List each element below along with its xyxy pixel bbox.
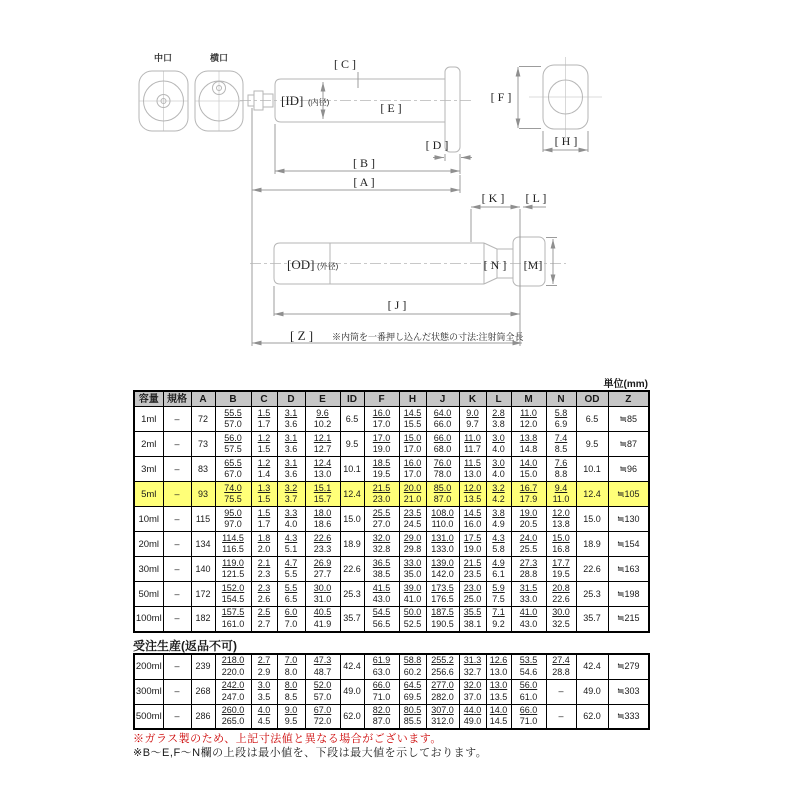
value-cell: 2.3 2.6 [251,582,277,607]
value-cell: ≒85 [608,407,649,432]
dim-label-f: [ F ] [490,90,512,104]
value-cell: ≒215 [608,607,649,632]
value-cell: 114.5 116.5 [215,532,251,557]
value-cell: 80.5 85.5 [399,704,426,729]
flange-dimensions [491,67,588,153]
value-cell: 3.0 3.5 [251,679,277,704]
column-header: H [399,391,426,407]
value-cell: 14.0 14.5 [486,704,511,729]
value-cell: – [546,704,576,729]
dim-label-c: [ C ] [334,57,356,71]
value-cell: 18.9 [340,532,364,557]
value-cell: 16.0 17.0 [364,407,399,432]
value-cell: 7.4 8.5 [546,432,576,457]
dim-label-a: [ A ] [353,175,375,189]
value-cell: 9.5 [576,432,608,457]
value-cell: 12.4 [576,482,608,507]
value-cell: 3.1 3.6 [277,407,305,432]
value-cell: 7.0 8.0 [277,654,305,679]
value-cell: 41.0 43.0 [511,607,546,632]
column-header: 容量 [134,391,163,407]
value-cell: 17.7 19.5 [546,557,576,582]
table-row [134,457,649,482]
value-cell: 21.5 23.0 [364,482,399,507]
table-row [134,482,649,507]
value-cell: 108.0 110.0 [426,507,459,532]
dim-label-m: [M] [523,258,543,272]
value-cell: – [163,654,191,679]
dim-label-n: [ N ] [483,258,507,272]
value-cell: 13.8 14.8 [511,432,546,457]
value-cell: 74.0 75.5 [215,482,251,507]
column-header: OD [576,391,608,407]
column-header: D [277,391,305,407]
value-cell: – [163,507,191,532]
capacity-cell: 3ml [134,457,163,482]
value-cell: ≒163 [608,557,649,582]
value-cell: 30.0 31.0 [305,582,340,607]
value-cell: 64.0 66.0 [426,407,459,432]
value-cell: 2.8 3.8 [486,407,511,432]
value-cell: 12.4 13.0 [305,457,340,482]
capacity-cell: 1ml [134,407,163,432]
column-header: K [459,391,486,407]
value-cell: 239 [191,654,215,679]
value-cell: 3.1 3.6 [277,457,305,482]
value-cell: 182 [191,607,215,632]
value-cell: 157.5 161.0 [215,607,251,632]
column-header: E [305,391,340,407]
value-cell: – [163,457,191,482]
value-cell: 95.0 97.0 [215,507,251,532]
value-cell: 11.0 12.0 [511,407,546,432]
value-cell: 41.5 43.0 [364,582,399,607]
value-cell: 9.6 10.2 [305,407,340,432]
value-cell: 3.1 3.6 [277,432,305,457]
value-cell: 9.5 [340,432,364,457]
dimension-table [133,390,650,633]
value-cell: 44.0 49.0 [459,704,486,729]
column-header: C [251,391,277,407]
value-cell: 5.8 6.9 [546,407,576,432]
column-header: J [426,391,459,407]
value-cell: 49.0 [340,679,364,704]
value-cell: 93 [191,482,215,507]
value-cell: 29.0 29.8 [399,532,426,557]
value-cell: 15.0 [576,507,608,532]
value-cell: 49.0 [576,679,608,704]
value-cell: 16.7 17.9 [511,482,546,507]
plunger-dimensions [252,191,557,346]
capacity-cell: 2ml [134,432,163,457]
value-cell: 17.0 19.0 [364,432,399,457]
value-cell: 12.0 13.8 [546,507,576,532]
value-cell: 152.0 154.5 [215,582,251,607]
capacity-cell: 20ml [134,532,163,557]
value-cell: 13.0 13.5 [486,679,511,704]
order-section-title: 受注生産(返品不可) [133,639,237,653]
table-row [134,679,649,704]
value-cell: 15.0 16.8 [546,532,576,557]
value-cell: ≒105 [608,482,649,507]
column-header: Z [608,391,649,407]
value-cell: 20.0 21.0 [399,482,426,507]
value-cell: 6.0 7.0 [277,607,305,632]
capacity-cell: 5ml [134,482,163,507]
value-cell: 56.0 61.0 [511,679,546,704]
table-header-row [134,391,649,407]
value-cell: 9.4 11.0 [546,482,576,507]
value-cell: 1.5 1.7 [251,407,277,432]
value-cell: 56.0 57.5 [215,432,251,457]
unit-label: 単位(mm) [603,379,648,390]
value-cell: 119.0 121.5 [215,557,251,582]
value-cell: 17.5 19.0 [459,532,486,557]
value-cell: 1.5 1.7 [251,507,277,532]
column-header: F [364,391,399,407]
value-cell: 140 [191,557,215,582]
value-cell: 134 [191,532,215,557]
value-cell: 260.0 265.0 [215,704,251,729]
value-cell: 6.5 [576,407,608,432]
value-cell: 25.3 [576,582,608,607]
dim-label-od: [OD] [287,257,315,272]
value-cell: 18.0 18.6 [305,507,340,532]
value-cell: 307.0 312.0 [426,704,459,729]
value-cell: 53.5 54.6 [511,654,546,679]
value-cell: 2.1 2.3 [251,557,277,582]
value-cell: 277.0 282.0 [426,679,459,704]
value-cell: – [163,679,191,704]
column-header: M [511,391,546,407]
value-cell: – [163,557,191,582]
value-cell: 30.0 32.5 [546,607,576,632]
dim-label-l: [ L ] [525,191,547,205]
side-mouth-label: 横口 [209,53,229,63]
value-cell: 2.7 2.9 [251,654,277,679]
dim-label-id-note: (内径) [308,98,330,107]
value-cell: 1.3 1.5 [251,482,277,507]
value-cell: 50.0 52.5 [399,607,426,632]
value-cell: 4.3 5.8 [486,532,511,557]
value-cell: 15.0 17.0 [399,432,426,457]
value-cell: 3.0 4.0 [486,457,511,482]
value-cell: 11.5 13.0 [459,457,486,482]
value-cell: 131.0 133.0 [426,532,459,557]
value-cell: 3.2 4.2 [486,482,511,507]
dim-label-od-note: (外径) [317,262,339,271]
value-cell: 65.5 67.0 [215,457,251,482]
capacity-cell: 300ml [134,679,163,704]
value-cell: ≒96 [608,457,649,482]
value-cell: 4.7 5.5 [277,557,305,582]
dim-label-h: [ H ] [554,134,578,148]
value-cell: 172 [191,582,215,607]
value-cell: 218.0 220.0 [215,654,251,679]
capacity-cell: 100ml [134,607,163,632]
value-cell: – [163,582,191,607]
value-cell: 61.9 63.0 [364,654,399,679]
value-cell: 4.9 6.1 [486,557,511,582]
value-cell: 23.0 25.0 [459,582,486,607]
value-cell: 21.5 23.5 [459,557,486,582]
value-cell: 4.0 4.5 [251,704,277,729]
column-header: L [486,391,511,407]
value-cell: 1.2 1.5 [251,432,277,457]
value-cell: 286 [191,704,215,729]
order-dimension-table [133,653,650,730]
front-view-side-mouth [195,52,243,131]
value-cell: ≒303 [608,679,649,704]
capacity-cell: 10ml [134,507,163,532]
column-header: ID [340,391,364,407]
value-cell: 19.0 20.5 [511,507,546,532]
value-cell: 67.0 72.0 [305,704,340,729]
value-cell: 83 [191,457,215,482]
value-cell: 62.0 [340,704,364,729]
value-cell: ≒87 [608,432,649,457]
value-cell: – [546,679,576,704]
value-cell: 14.5 15.5 [399,407,426,432]
value-cell: 4.3 5.1 [277,532,305,557]
capacity-cell: 500ml [134,704,163,729]
column-header: B [215,391,251,407]
dim-label-z-note: ※内筒を一番押し込んだ状態の寸法:注射筒全長 [332,332,524,342]
capacity-cell: 50ml [134,582,163,607]
value-cell: 40.5 41.9 [305,607,340,632]
value-cell: 173.5 176.5 [426,582,459,607]
column-header: N [546,391,576,407]
value-cell: 35.7 [340,607,364,632]
column-header: 規格 [163,391,191,407]
value-cell: – [163,532,191,557]
table-row [134,407,649,432]
center-mouth-label: 中口 [153,53,173,63]
value-cell: 72 [191,407,215,432]
value-cell: 66.0 71.0 [511,704,546,729]
table-row [134,532,649,557]
value-cell: 6.5 [340,407,364,432]
column-header: A [191,391,215,407]
dim-label-j: [ J ] [387,298,407,312]
value-cell: 73 [191,432,215,457]
value-cell: 39.0 41.0 [399,582,426,607]
table-row [134,582,649,607]
value-cell: 55.5 57.0 [215,407,251,432]
dim-label-k: [ K ] [481,191,505,205]
value-cell: 18.9 [576,532,608,557]
value-cell: 16.0 17.0 [399,457,426,482]
value-cell: 42.4 [576,654,608,679]
value-cell: 26.9 27.7 [305,557,340,582]
dim-label-z: [ Z ] [290,328,314,343]
value-cell: 24.0 25.5 [511,532,546,557]
value-cell: 66.0 68.0 [426,432,459,457]
table-row [134,607,649,632]
value-cell: – [163,432,191,457]
value-cell: 12.4 [340,482,364,507]
value-cell: 23.5 24.5 [399,507,426,532]
value-cell: 7.6 8.8 [546,457,576,482]
value-cell: 32.0 37.0 [459,679,486,704]
table-row [134,654,649,679]
value-cell: 5.5 6.5 [277,582,305,607]
value-cell: 9.0 9.5 [277,704,305,729]
value-cell: 10.1 [340,457,364,482]
table-row [134,704,649,729]
value-cell: 36.5 38.5 [364,557,399,582]
value-cell: – [163,607,191,632]
value-cell: 22.6 23.3 [305,532,340,557]
value-cell: 242.0 247.0 [215,679,251,704]
table-row [134,557,649,582]
value-cell: 66.0 71.0 [364,679,399,704]
value-cell: 27.4 28.8 [546,654,576,679]
note-minmax: ※B～E,F～N欄の上段は最小値を、下段は最大値を示しております。 [133,747,488,759]
value-cell: 33.0 35.0 [399,557,426,582]
table-row [134,432,649,457]
value-cell: 3.8 4.9 [486,507,511,532]
value-cell: 82.0 87.0 [364,704,399,729]
front-view-center-mouth [139,52,188,131]
value-cell: 22.6 [576,557,608,582]
value-cell: 64.5 69.5 [399,679,426,704]
value-cell: ≒154 [608,532,649,557]
value-cell: 25.5 27.0 [364,507,399,532]
value-cell: 8.0 8.5 [277,679,305,704]
value-cell: 187.5 190.5 [426,607,459,632]
value-cell: 5.9 7.5 [486,582,511,607]
value-cell: 35.7 [576,607,608,632]
value-cell: – [163,482,191,507]
value-cell: 47.3 48.7 [305,654,340,679]
value-cell: 11.0 11.7 [459,432,486,457]
value-cell: 9.0 9.7 [459,407,486,432]
value-cell: 27.3 28.8 [511,557,546,582]
value-cell: ≒130 [608,507,649,532]
dim-label-e: [ E ] [380,101,402,115]
value-cell: 115 [191,507,215,532]
value-cell: 255.2 256.6 [426,654,459,679]
value-cell: 12.1 12.7 [305,432,340,457]
value-cell: 3.0 4.0 [486,432,511,457]
value-cell: 139.0 142.0 [426,557,459,582]
value-cell: 10.1 [576,457,608,482]
value-cell: 2.5 2.7 [251,607,277,632]
syringe-diagram [0,0,800,360]
value-cell: 7.1 9.2 [486,607,511,632]
value-cell: 54.5 56.5 [364,607,399,632]
value-cell: 3.2 3.7 [277,482,305,507]
value-cell: 62.0 [576,704,608,729]
value-cell: 31.5 33.0 [511,582,546,607]
value-cell: 268 [191,679,215,704]
value-cell: – [163,407,191,432]
dim-label-b: [ B ] [353,156,375,170]
capacity-cell: 200ml [134,654,163,679]
value-cell: 76.0 78.0 [426,457,459,482]
value-cell: 85.0 87.0 [426,482,459,507]
value-cell: 15.1 15.7 [305,482,340,507]
value-cell: ≒279 [608,654,649,679]
value-cell: 25.3 [340,582,364,607]
capacity-cell: 30ml [134,557,163,582]
value-cell: 35.5 38.1 [459,607,486,632]
value-cell: – [163,704,191,729]
value-cell: ≒333 [608,704,649,729]
value-cell: 14.5 16.0 [459,507,486,532]
note-glass: ※ガラス製のため、上記寸法値と異なる場合がございます。 [133,733,442,745]
value-cell: 1.2 1.4 [251,457,277,482]
value-cell: 52.0 57.0 [305,679,340,704]
value-cell: 42.4 [340,654,364,679]
value-cell: 31.3 32.7 [459,654,486,679]
value-cell: ≒198 [608,582,649,607]
value-cell: 58.8 60.2 [399,654,426,679]
value-cell: 18.5 19.5 [364,457,399,482]
dim-label-d: [ D ] [425,138,449,152]
table-row [134,507,649,532]
dim-label-id: [ID] [281,93,304,108]
value-cell: 14.0 15.0 [511,457,546,482]
value-cell: 12.6 13.0 [486,654,511,679]
value-cell: 20.8 22.6 [546,582,576,607]
value-cell: 12.0 13.5 [459,482,486,507]
value-cell: 32.0 32.8 [364,532,399,557]
value-cell: 3.3 4.0 [277,507,305,532]
value-cell: 1.8 2.0 [251,532,277,557]
value-cell: 22.6 [340,557,364,582]
value-cell: 15.0 [340,507,364,532]
